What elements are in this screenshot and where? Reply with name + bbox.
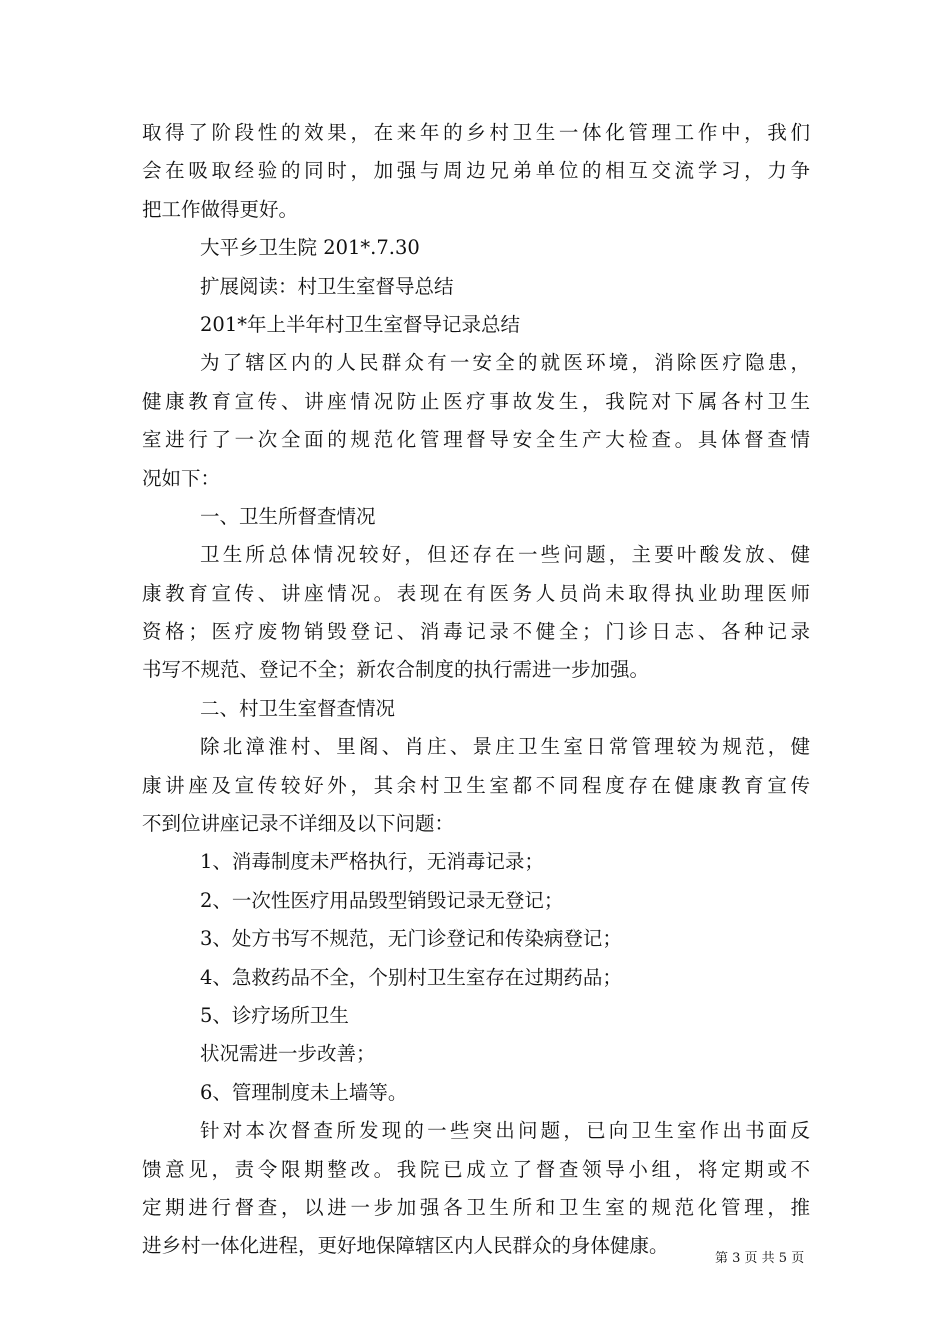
text-line: 会在吸取经验的同时，加强与周边兄弟单位的相互交流学习，力争 <box>142 159 810 183</box>
list-item-continuation: 状况需进一步改善； <box>200 1042 376 1066</box>
signature-line: 大平乡卫生院 201*.7.30 <box>200 236 420 260</box>
list-item: 2、一次性医疗用品毁型销毁记录无登记； <box>200 888 564 912</box>
list-item: 6、管理制度未上墙等。 <box>200 1080 408 1104</box>
section-heading: 二、村卫生室督查情况 <box>200 696 396 720</box>
text-line: 除北漳淮村、里阁、肖庄、景庄卫生室日常管理较为规范，健 <box>200 735 810 759</box>
text-line: 况如下： <box>142 466 221 490</box>
text-line: 健康教育宣传、讲座情况防止医疗事故发生，我院对下属各村卫生 <box>142 389 810 413</box>
text-line: 针对本次督查所发现的一些突出问题，已向卫生室作出书面反 <box>200 1119 810 1143</box>
article-title: 201*年上半年村卫生室督导记录总结 <box>200 312 520 336</box>
document-body <box>142 114 810 1266</box>
extended-reading-heading: 扩展阅读：村卫生室督导总结 <box>200 274 454 298</box>
text-line: 卫生所总体情况较好，但还存在一些问题，主要叶酸发放、健 <box>200 543 810 567</box>
list-item: 1、消毒制度未严格执行，无消毒记录； <box>200 850 544 874</box>
text-line: 资格；医疗废物销毁登记、消毒记录不健全；门诊日志、各种记录 <box>142 620 810 644</box>
text-line: 馈意见，责令限期整改。我院已成立了督查领导小组，将定期或不 <box>142 1157 810 1181</box>
section-heading: 一、卫生所督查情况 <box>200 504 376 528</box>
text-line: 不到位讲座记录不详细及以下问题： <box>142 812 455 836</box>
text-line: 书写不规范、登记不全；新农合制度的执行需进一步加强。 <box>142 658 650 682</box>
text-line: 室进行了一次全面的规范化管理督导安全生产大检查。具体督查情 <box>142 428 810 452</box>
text-line: 康教育宣传、讲座情况。表现在有医务人员尚未取得执业助理医师 <box>142 581 810 605</box>
text-line: 为了辖区内的人民群众有一安全的就医环境，消除医疗隐患， <box>200 351 810 375</box>
list-item: 3、处方书写不规范，无门诊登记和传染病登记； <box>200 927 622 951</box>
text-line: 进乡村一体化进程，更好地保障辖区内人民群众的身体健康。 <box>142 1234 669 1258</box>
list-item: 4、急救药品不全，个别村卫生室存在过期药品； <box>200 965 622 989</box>
text-line: 定期进行督查，以进一步加强各卫生所和卫生室的规范化管理，推 <box>142 1195 810 1219</box>
text-line: 康讲座及宣传较好外，其余村卫生室都不同程度存在健康教育宣传 <box>142 773 810 797</box>
list-item: 5、诊疗场所卫生 <box>200 1003 349 1027</box>
text-line: 取得了阶段性的效果，在来年的乡村卫生一体化管理工作中，我们 <box>142 121 810 144</box>
page-footer: 第 3 页 共 5 页 <box>715 1251 805 1266</box>
text-line: 把工作做得更好。 <box>142 197 299 221</box>
